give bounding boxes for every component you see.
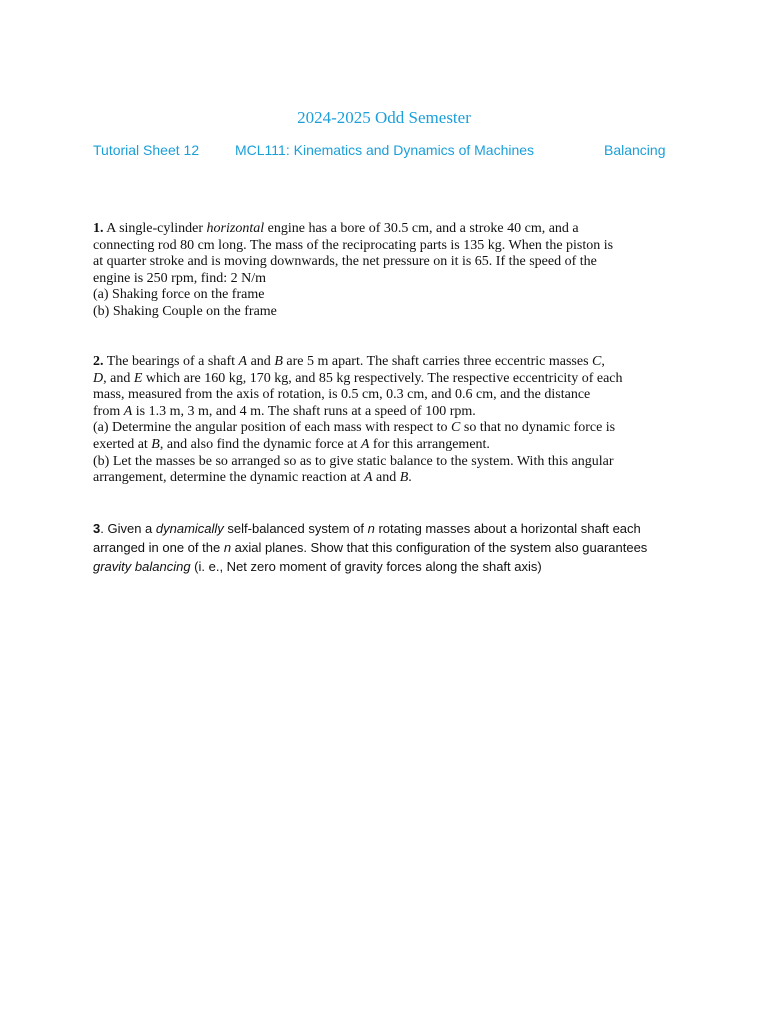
question-text: , and <box>103 370 134 386</box>
question-2-line-3: mass, measured from the axis of rotation, is 0.5 cm, 0.3 cm, and 0.6 cm, and the distance <box>93 387 591 403</box>
variable-a: A <box>363 470 373 486</box>
question-1-line-1 <box>93 221 678 238</box>
question-text: and <box>247 354 275 369</box>
variable-b: B <box>399 470 409 486</box>
topic-label: Balancing <box>604 142 666 158</box>
question-1 <box>93 221 678 321</box>
variable-c: C <box>451 420 461 436</box>
question-text: from <box>93 403 124 419</box>
tutorial-sheet-label: Tutorial Sheet 12 <box>93 142 200 158</box>
course-title: MCL111: Kinematics and Dynamics of Machines <box>235 142 535 158</box>
question-text: axial planes. Show that this configuration of the system also guarantees <box>231 540 648 555</box>
semester-title: 2024-2025 Odd Semester <box>297 108 471 127</box>
question-text: The bearings of a shaft <box>103 354 239 369</box>
question-3 <box>93 519 678 576</box>
question-text: is 1.3 m, 3 m, and 4 m. The shaft runs at a speed of 100 rpm. <box>132 403 476 419</box>
question-text: A single-cylinder <box>103 221 207 236</box>
question-3-line-2 <box>93 538 678 557</box>
question-emphasis: horizontal <box>206 221 265 236</box>
question-text: and <box>372 470 400 486</box>
question-text: arrangement, determine the dynamic reaction at <box>93 470 364 486</box>
question-text: arranged in one of the <box>93 540 224 555</box>
question-2-part-a <box>93 420 678 437</box>
question-text: . <box>408 470 412 486</box>
question-1-part-b: (b) Shaking Couple on the frame <box>93 303 277 319</box>
question-1-line-3: at quarter stroke and is moving downwards, the net pressure on it is 65. If the speed of the <box>93 254 597 270</box>
question-3-line-1 <box>93 519 678 538</box>
question-text: . Given a <box>100 521 156 536</box>
question-text: , and also find the dynamic force at <box>159 436 361 452</box>
question-text: so that no dynamic force is <box>460 420 616 436</box>
variable-a: A <box>238 354 248 369</box>
variable-a: A <box>360 436 370 452</box>
question-text: (a) Determine the angular position of each mass with respect to <box>93 420 452 436</box>
variable-a: A <box>123 403 133 419</box>
question-text: engine has a bore of 30.5 cm, and a stroke 40 cm, and a <box>264 221 579 236</box>
question-emphasis: dynamically <box>155 521 224 536</box>
variable-e: E <box>133 370 143 386</box>
question-text: rotating masses about a horizontal shaft each <box>374 521 641 536</box>
question-number: 1. <box>93 221 104 236</box>
variable-c: C <box>592 354 602 369</box>
question-text: , <box>601 354 605 369</box>
question-text: self-balanced system of <box>223 521 368 536</box>
question-1-line-2: connecting rod 80 cm long. The mass of the reciprocating parts is 135 kg. When the piston is <box>93 237 614 253</box>
variable-b: B <box>151 436 160 452</box>
question-number: 3 <box>93 521 101 536</box>
variable-b: B <box>274 354 283 369</box>
question-2-part-b-cont <box>93 470 678 487</box>
question-number: 2. <box>93 354 104 369</box>
question-1-part-a: (a) Shaking force on the frame <box>93 287 265 303</box>
question-1-line-4: engine is 250 rpm, find: 2 N/m <box>93 270 267 286</box>
question-2-line-4 <box>93 404 678 421</box>
question-2-line-2 <box>93 371 678 388</box>
question-2-part-b: (b) Let the masses be so arranged so as to give static balance to the system. With this angular <box>93 453 614 469</box>
variable-n: n <box>367 521 375 536</box>
question-text: for this arrangement. <box>369 436 490 452</box>
question-3-line-3 <box>93 557 678 576</box>
variable-d: D <box>93 370 104 386</box>
question-2-line-1 <box>93 354 678 371</box>
question-text: are 5 m apart. The shaft carries three eccentric masses <box>282 354 593 369</box>
question-2 <box>93 354 678 487</box>
variable-n: n <box>223 540 232 555</box>
question-emphasis: gravity balancing <box>93 559 191 574</box>
question-2-part-a-cont <box>93 437 678 454</box>
question-text: (i. e., Net zero moment of gravity forces along the shaft axis) <box>190 559 542 574</box>
question-text: exerted at <box>93 436 152 452</box>
question-text: which are 160 kg, 170 kg, and 85 kg respectively. The respective eccentricity of each <box>142 370 623 386</box>
